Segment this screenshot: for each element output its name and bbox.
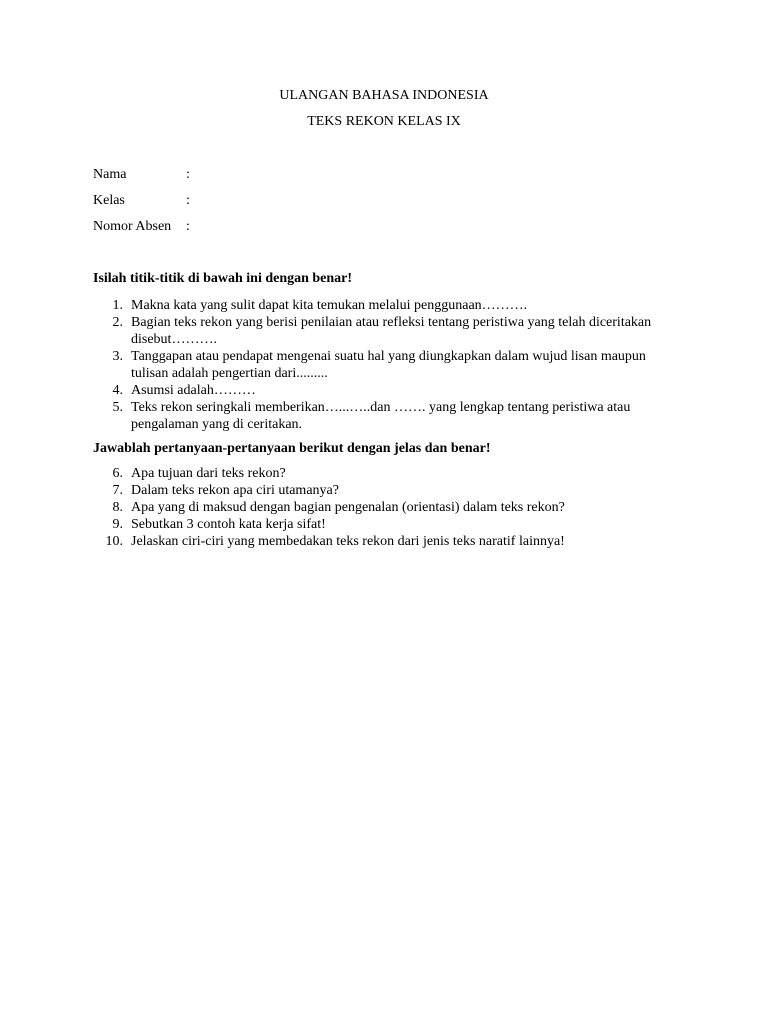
question-text: Bagian teks rekon yang berisi penilaian atau refleksi tentang peristiwa yang telah diceritakan disebut………. [131, 315, 652, 347]
question-number: 7. [112, 483, 123, 498]
question-number: 4. [112, 383, 123, 398]
section-2-instruction: Jawablah pertanyaan-pertanyaan berikut dengan jelas dan benar! [93, 441, 491, 456]
identity-label: Nama [93, 167, 127, 182]
identity-row-nama [93, 166, 196, 192]
identity-colon: : [186, 193, 190, 208]
question-number: 5. [112, 400, 123, 415]
section-1-instruction: Isilah titik-titik di bawah ini dengan benar! [93, 271, 353, 286]
question-number: 2. [112, 315, 123, 330]
question-number: 6. [112, 466, 123, 481]
identity-label: Kelas [93, 193, 125, 208]
document-title: ULANGAN BAHASA INDONESIA [279, 88, 489, 103]
question-text: Jelaskan ciri-ciri yang membedakan teks rekon dari jenis teks naratif lainnya! [131, 534, 565, 549]
question-text: Apa tujuan dari teks rekon? [131, 466, 286, 481]
question-item [93, 499, 683, 516]
identity-colon: : [186, 167, 190, 182]
question-item [93, 533, 683, 550]
question-text: Dalam teks rekon apa ciri utamanya? [131, 483, 339, 498]
question-number: 1. [112, 298, 123, 313]
question-text: Sebutkan 3 contoh kata kerja sifat! [131, 517, 326, 532]
identity-label: Nomor Absen [93, 219, 172, 234]
question-list-essay [93, 465, 683, 550]
question-number: 3. [112, 349, 123, 364]
question-item [93, 314, 683, 348]
question-item [93, 382, 683, 399]
question-item [93, 465, 683, 482]
question-list-fill-in [93, 297, 683, 433]
question-item [93, 348, 683, 382]
question-item [93, 516, 683, 533]
identity-row-kelas [93, 192, 196, 218]
question-text: Teks rekon seringkali memberikan…...…..dan ……. yang lengkap tentang peristiwa atau pengalaman yang di ceritakan. [131, 400, 631, 432]
question-number: 10. [105, 534, 123, 549]
identity-row-nomor-absen [93, 218, 196, 244]
question-number: 8. [112, 500, 123, 515]
question-number: 9. [112, 517, 123, 532]
question-text: Asumsi adalah……… [131, 383, 256, 398]
question-text: Tanggapan atau pendapat mengenai suatu hal yang diungkapkan dalam wujud lisan maupun tulisan adalah pengertian dari......... [131, 349, 646, 381]
document-subtitle: TEKS REKON KELAS IX [307, 114, 461, 129]
student-identity-block [93, 166, 196, 244]
question-text: Apa yang di maksud dengan bagian pengenalan (orientasi) dalam teks rekon? [131, 500, 565, 515]
question-text: Makna kata yang sulit dapat kita temukan melalui penggunaan………. [131, 298, 528, 313]
question-item [93, 297, 683, 314]
question-item [93, 399, 683, 433]
question-item [93, 482, 683, 499]
identity-colon: : [186, 219, 190, 234]
